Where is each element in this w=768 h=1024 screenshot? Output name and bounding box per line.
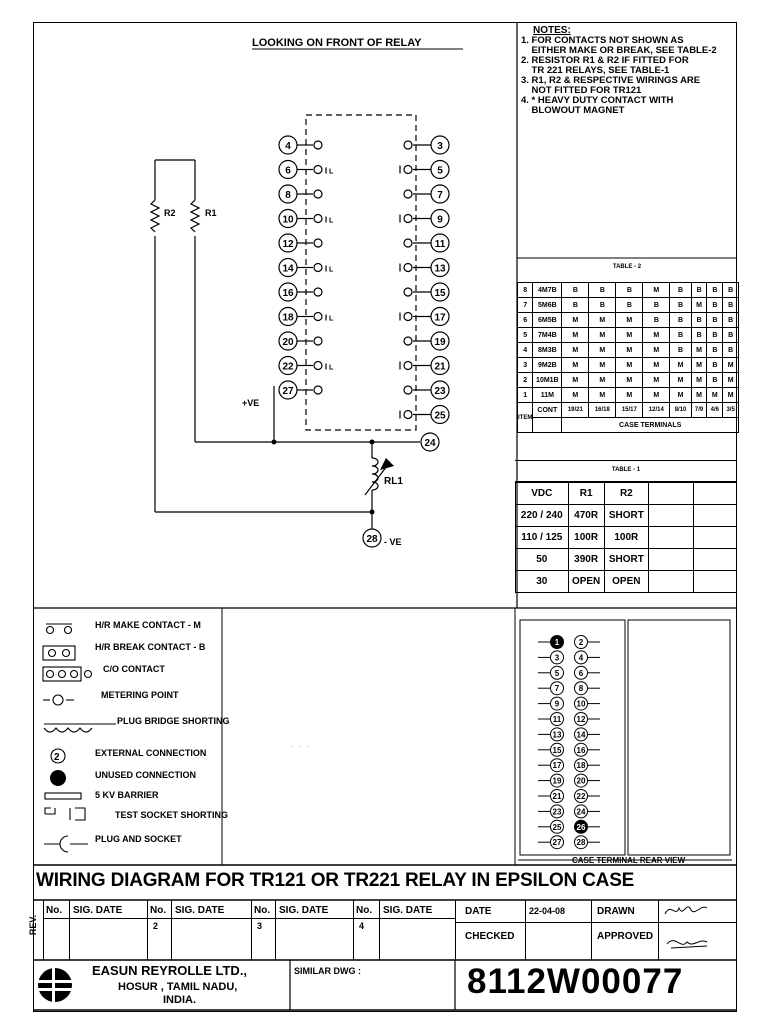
main-title: WIRING DIAGRAM FOR TR121 OR TR221 RELAY IN EPSILON CASE xyxy=(36,870,635,891)
terminal-21 xyxy=(400,357,449,375)
note-line: NOT FITTED FOR TR121 xyxy=(521,85,642,96)
table-1-row xyxy=(516,549,737,571)
drawn-signature xyxy=(661,900,721,922)
rear-terminal-label: 12 xyxy=(576,715,586,724)
company-address-1: HOSUR , TAMIL NADU, xyxy=(118,981,238,993)
terminal-label: 13 xyxy=(434,263,446,275)
value-cell: M xyxy=(723,373,739,388)
table-1-header: VDC xyxy=(516,483,569,505)
date-value: 22-04-08 xyxy=(529,906,566,916)
rear-terminal-5 xyxy=(538,666,564,679)
terminal-label: 3 xyxy=(437,141,443,152)
terminal-15 xyxy=(404,283,449,301)
rear-terminal-label: 3 xyxy=(554,653,560,663)
rev-sig-date-header: SIG. DATE xyxy=(175,905,225,916)
cont-cell: 11M xyxy=(533,388,562,403)
value-cell: B xyxy=(670,283,691,298)
legend-item: H/R MAKE CONTACT - M xyxy=(95,620,201,630)
rev-number: 3 xyxy=(257,921,263,931)
contact-l-label: L xyxy=(329,315,334,323)
legend-item: TEST SOCKET SHORTING xyxy=(115,810,229,820)
rev-sig-date-header: SIG. DATE xyxy=(279,905,329,916)
value-cell: M xyxy=(589,373,616,388)
item-cell: 1 xyxy=(518,388,533,403)
item-header: ITEM xyxy=(518,403,533,433)
table-2-row xyxy=(518,343,739,358)
value-cell: B xyxy=(562,283,589,298)
value-cell: M xyxy=(723,388,739,403)
notes-box xyxy=(521,26,733,116)
value-cell: B xyxy=(723,313,739,328)
value-cell: B xyxy=(691,283,707,298)
value-cell: M xyxy=(723,358,739,373)
table-1-cell: SHORT xyxy=(604,505,648,527)
rear-terminal-28 xyxy=(575,836,601,849)
contact-l-label: L xyxy=(329,266,334,274)
note-line: 3. R1, R2 & RESPECTIVE WIRINGS ARE xyxy=(521,75,701,86)
value-cell: B xyxy=(616,283,643,298)
rear-terminal-4 xyxy=(575,651,601,664)
terminal-label: 12 xyxy=(282,239,294,250)
minus-ve-label: - VE xyxy=(384,537,402,547)
rear-terminal-label: 22 xyxy=(576,792,586,801)
value-cell: M xyxy=(616,313,643,328)
value-cell: B xyxy=(670,298,691,313)
case-terminal-cell: 16/18 xyxy=(589,403,616,418)
rear-terminal-label: 18 xyxy=(576,761,586,771)
value-cell: B xyxy=(670,343,691,358)
value-cell: M xyxy=(562,373,589,388)
rear-terminal-20 xyxy=(575,774,601,787)
contact-l-label: L xyxy=(329,364,334,372)
rear-terminal-label: 2 xyxy=(578,638,584,647)
table-1-header: R1 xyxy=(568,483,604,505)
table-1-cell: 220 / 240 xyxy=(516,505,569,527)
company-address-2: INDIA. xyxy=(163,994,196,1006)
notes-heading: NOTES: xyxy=(533,25,571,36)
rear-terminal-13 xyxy=(538,728,564,741)
terminal-24-label: 24 xyxy=(424,438,436,449)
rear-terminal-label: 13 xyxy=(552,730,562,740)
case-terminal-cell: 7/9 xyxy=(691,403,707,418)
value-cell: M xyxy=(691,373,707,388)
value-cell: M xyxy=(562,328,589,343)
rear-terminal-15 xyxy=(538,743,564,756)
terminal-27 xyxy=(279,381,322,399)
approved-signature xyxy=(661,926,721,956)
rear-terminal-label: 8 xyxy=(578,684,584,694)
table-1-cell: SHORT xyxy=(604,549,648,571)
note-line: BLOWOUT MAGNET xyxy=(521,105,625,116)
rev-no-header: No. xyxy=(150,905,167,916)
terminal-3 xyxy=(404,136,449,154)
terminal-5 xyxy=(400,161,449,179)
terminal-13 xyxy=(400,259,449,277)
table-1-cell: 390R xyxy=(568,549,604,571)
terminal-label: 22 xyxy=(282,361,294,373)
rear-terminal-11 xyxy=(538,713,564,726)
case-terminal-cell: 19/21 xyxy=(562,403,589,418)
terminal-9 xyxy=(400,210,449,228)
terminal-label: 7 xyxy=(437,190,443,201)
value-cell: M xyxy=(643,283,670,298)
rear-terminal-22 xyxy=(575,790,601,803)
table-1-row xyxy=(516,571,737,593)
value-cell: B xyxy=(707,358,723,373)
similar-dwg-label: SIMILAR DWG : xyxy=(294,966,361,976)
rear-terminal-18 xyxy=(575,759,601,772)
rear-terminal-label: 19 xyxy=(552,776,562,786)
value-cell: B xyxy=(707,373,723,388)
rear-terminal-label: 27 xyxy=(552,838,562,848)
value-cell: B xyxy=(670,313,691,328)
rear-terminal-label: 6 xyxy=(578,668,584,678)
note-line: 2. RESISTOR R1 & R2 IF FITTED FOR xyxy=(521,55,689,66)
rear-terminal-label: 11 xyxy=(552,715,562,724)
value-cell: M xyxy=(643,328,670,343)
terminal-label: 8 xyxy=(285,190,291,201)
case-terminal-cell: 8/10 xyxy=(670,403,691,418)
rear-terminal-label: 20 xyxy=(576,776,586,786)
terminal-label: 11 xyxy=(434,239,446,250)
value-cell: M xyxy=(691,358,707,373)
value-cell: M xyxy=(643,373,670,388)
value-cell: B xyxy=(691,313,707,328)
legend-item: METERING POINT xyxy=(101,690,179,700)
value-cell: B xyxy=(723,343,739,358)
value-cell: B xyxy=(723,298,739,313)
cont-cell: 9M2B xyxy=(533,358,562,373)
cont-header: CONT xyxy=(533,403,562,418)
value-cell: M xyxy=(589,388,616,403)
rear-terminal-label: 14 xyxy=(576,730,586,740)
case-terminal-cell: 15/17 xyxy=(616,403,643,418)
value-cell: M xyxy=(616,373,643,388)
right-terminal-group xyxy=(400,136,449,424)
rear-terminal-12 xyxy=(575,713,601,726)
terminal-12 xyxy=(279,234,322,252)
rear-terminal-16 xyxy=(575,743,601,756)
rear-terminal-27 xyxy=(538,836,564,849)
terminal-16 xyxy=(279,283,322,301)
revision-block xyxy=(28,900,737,960)
value-cell: M xyxy=(616,388,643,403)
rear-terminal-label: 15 xyxy=(552,745,562,755)
value-cell: B xyxy=(707,313,723,328)
rev-no-header: No. xyxy=(254,905,271,916)
cont-cell: 8M3B xyxy=(533,343,562,358)
rear-terminal-label: 25 xyxy=(552,822,562,832)
rear-terminal-17 xyxy=(538,759,564,772)
note-line: TR 221 RELAYS, SEE TABLE-1 xyxy=(521,65,670,76)
rear-terminal-group xyxy=(538,636,600,849)
item-cell: 5 xyxy=(518,328,533,343)
value-cell: M xyxy=(670,388,691,403)
item-cell: 4 xyxy=(518,343,533,358)
value-cell: M xyxy=(643,388,670,403)
legend-item: UNUSED CONNECTION xyxy=(95,770,197,780)
rear-terminal-label: 1 xyxy=(554,638,560,647)
table-2-row xyxy=(518,373,739,388)
contact-l-label: L xyxy=(329,217,334,225)
terminal-17 xyxy=(400,308,449,326)
legend-item: PLUG AND SOCKET xyxy=(95,834,182,844)
value-cell: B xyxy=(670,328,691,343)
contact-l-label: L xyxy=(329,168,334,176)
terminal-label: 6 xyxy=(285,165,291,177)
terminal-label: 25 xyxy=(434,410,446,422)
rev-number: 4 xyxy=(359,921,365,931)
terminal-28-label: 28 xyxy=(366,534,378,545)
rear-terminal-1 xyxy=(538,636,564,649)
terminal-7 xyxy=(404,185,449,203)
rear-terminal-26 xyxy=(575,820,601,833)
rear-view-caption: CASE TERMINAL REAR VIEW xyxy=(572,856,686,865)
table-2-row xyxy=(518,358,739,373)
value-cell: M xyxy=(589,343,616,358)
table-2 xyxy=(517,260,737,433)
rear-terminal-label: 10 xyxy=(576,699,586,709)
value-cell: B xyxy=(643,313,670,328)
notes-lines xyxy=(521,36,733,116)
rear-terminal-24 xyxy=(575,805,601,818)
value-cell: M xyxy=(562,388,589,403)
case-terminal-cell: 12/14 xyxy=(643,403,670,418)
rear-terminal-label: 23 xyxy=(552,807,562,817)
item-cell: 6 xyxy=(518,313,533,328)
item-cell: 2 xyxy=(518,373,533,388)
rear-terminal-label: 4 xyxy=(578,653,584,663)
r1-label: R1 xyxy=(205,208,217,218)
terminal-label: 18 xyxy=(282,312,294,324)
value-cell: M xyxy=(589,328,616,343)
table-2-row xyxy=(518,298,739,313)
terminal-label: 15 xyxy=(434,288,446,299)
terminal-label: 23 xyxy=(434,386,446,397)
rear-terminal-10 xyxy=(575,697,601,710)
value-cell: B xyxy=(643,298,670,313)
value-cell: M xyxy=(562,358,589,373)
value-cell: M xyxy=(589,358,616,373)
rev-no-header: No. xyxy=(46,905,63,916)
terminal-23 xyxy=(404,381,449,399)
table-1-cell: 100R xyxy=(604,527,648,549)
value-cell: B xyxy=(707,298,723,313)
table-1 xyxy=(515,460,737,593)
item-cell: 7 xyxy=(518,298,533,313)
value-cell: M xyxy=(670,358,691,373)
company-name: EASUN REYROLLE LTD., xyxy=(92,963,248,978)
rear-terminal-3 xyxy=(538,651,564,664)
rear-terminal-9 xyxy=(538,697,564,710)
terminal-8 xyxy=(279,185,322,203)
table-2-row xyxy=(518,328,739,343)
value-cell: M xyxy=(616,328,643,343)
item-cell: 3 xyxy=(518,358,533,373)
svg-text:· · ·: · · · xyxy=(290,738,311,753)
drawn-label: DRAWN xyxy=(597,906,635,917)
terminal-11 xyxy=(404,234,449,252)
rear-terminal-label: 7 xyxy=(554,684,560,694)
rear-terminal-label: 21 xyxy=(552,792,562,801)
value-cell: M xyxy=(589,313,616,328)
item-cell: 8 xyxy=(518,283,533,298)
rev-sig-date-header: SIG. DATE xyxy=(73,905,123,916)
note-line: 1. FOR CONTACTS NOT SHOWN AS xyxy=(521,35,684,46)
value-cell: B xyxy=(562,298,589,313)
table-1-cell: 100R xyxy=(568,527,604,549)
terminal-label: 5 xyxy=(437,165,443,177)
table-2-row xyxy=(518,283,739,298)
rear-terminal-label: 17 xyxy=(552,761,562,771)
value-cell: M xyxy=(691,343,707,358)
rear-terminal-6 xyxy=(575,666,601,679)
value-cell: B xyxy=(691,328,707,343)
value-cell: B xyxy=(616,298,643,313)
rear-terminal-19 xyxy=(538,774,564,787)
legend-item: C/O CONTACT xyxy=(103,664,165,674)
terminal-19 xyxy=(404,332,449,350)
terminal-label: 14 xyxy=(282,263,294,275)
svg-text:2: 2 xyxy=(54,752,60,763)
table-1-title: TABLE - 1 xyxy=(611,467,641,473)
note-line: EITHER MAKE OR BREAK, SEE TABLE-2 xyxy=(521,45,717,56)
drawing-number: 8112W00077 xyxy=(467,962,684,1001)
case-terminals-label: CASE TERMINALS xyxy=(562,418,739,433)
case-terminal-cell: 4/6 xyxy=(707,403,723,418)
rear-terminal-label: 26 xyxy=(576,822,586,832)
rear-terminal-7 xyxy=(538,682,564,695)
rl1-label: RL1 xyxy=(384,476,403,487)
rear-terminal-2 xyxy=(575,636,601,649)
rear-terminal-label: 28 xyxy=(576,838,586,848)
legend-item: 5 KV BARRIER xyxy=(95,790,159,800)
rear-terminal-8 xyxy=(575,682,601,695)
cont-cell: 7M4B xyxy=(533,328,562,343)
value-cell: M xyxy=(643,343,670,358)
value-cell: B xyxy=(707,343,723,358)
rear-terminal-label: 5 xyxy=(554,668,560,678)
table-1-cell: 50 xyxy=(516,549,569,571)
cont-cell: 4M7B xyxy=(533,283,562,298)
table-2-title: TABLE - 2 xyxy=(612,264,642,270)
terminal-label: 17 xyxy=(434,312,446,324)
terminal-label: 21 xyxy=(434,361,446,373)
rev-number: 2 xyxy=(153,921,159,931)
rev-no-header: No. xyxy=(356,905,373,916)
rev-label: REV. xyxy=(28,914,39,936)
rear-terminal-label: 9 xyxy=(554,699,560,709)
table-1-cell: 110 / 125 xyxy=(516,527,569,549)
terminal-20 xyxy=(279,332,322,350)
rev-sig-date-header: SIG. DATE xyxy=(383,905,433,916)
note-line: 4. * HEAVY DUTY CONTACT WITH xyxy=(521,95,674,106)
value-cell: M xyxy=(691,388,707,403)
legend-item: EXTERNAL CONNECTION xyxy=(95,748,207,758)
value-cell: M xyxy=(707,388,723,403)
checked-label: CHECKED xyxy=(465,931,515,942)
terminal-label: 27 xyxy=(282,386,294,397)
date-label: DATE xyxy=(465,906,492,917)
value-cell: B xyxy=(723,328,739,343)
rear-terminal-label: 24 xyxy=(576,807,586,817)
value-cell: B xyxy=(707,328,723,343)
rear-terminal-label: 16 xyxy=(576,745,586,755)
table-1-cell: 30 xyxy=(516,571,569,593)
table-1-row xyxy=(516,527,737,549)
terminal-label: 20 xyxy=(282,337,294,348)
legend-item: H/R BREAK CONTACT - B xyxy=(95,642,206,652)
cont-cell: 5M6B xyxy=(533,298,562,313)
easun-logo xyxy=(38,968,72,1002)
rear-terminal-14 xyxy=(575,728,601,741)
table-2-row xyxy=(518,313,739,328)
cont-cell: 10M1B xyxy=(533,373,562,388)
cont-cell: 6M5B xyxy=(533,313,562,328)
value-cell: M xyxy=(616,343,643,358)
value-cell: B xyxy=(723,283,739,298)
rear-terminal-23 xyxy=(538,805,564,818)
terminal-label: 4 xyxy=(285,141,291,152)
value-cell: M xyxy=(616,358,643,373)
value-cell: M xyxy=(643,358,670,373)
case-terminal-cell: 3/5 xyxy=(723,403,739,418)
table-2-row xyxy=(518,388,739,403)
terminal-label: 16 xyxy=(282,288,294,299)
value-cell: M xyxy=(670,373,691,388)
table-1-row xyxy=(516,505,737,527)
approved-label: APPROVED xyxy=(597,931,654,942)
terminal-label: 19 xyxy=(434,337,446,348)
value-cell: B xyxy=(589,298,616,313)
value-cell: B xyxy=(589,283,616,298)
plus-ve-label: +VE xyxy=(242,398,260,408)
r2-label: R2 xyxy=(164,208,176,218)
front-title: LOOKING ON FRONT OF RELAY xyxy=(252,37,422,49)
terminal-label: 9 xyxy=(437,214,443,226)
terminal-25 xyxy=(400,406,449,424)
table-1-header: R2 xyxy=(604,483,648,505)
table-1-cell: 470R xyxy=(568,505,604,527)
terminal-4 xyxy=(279,136,322,154)
rear-terminal-21 xyxy=(538,790,564,803)
table-1-cell: OPEN xyxy=(604,571,648,593)
value-cell: M xyxy=(562,343,589,358)
rear-terminal-25 xyxy=(538,820,564,833)
value-cell: B xyxy=(707,283,723,298)
value-cell: M xyxy=(691,298,707,313)
terminal-label: 10 xyxy=(282,214,294,226)
value-cell: M xyxy=(562,313,589,328)
legend-item: PLUG BRIDGE SHORTING xyxy=(117,716,230,726)
table-1-cell: OPEN xyxy=(568,571,604,593)
